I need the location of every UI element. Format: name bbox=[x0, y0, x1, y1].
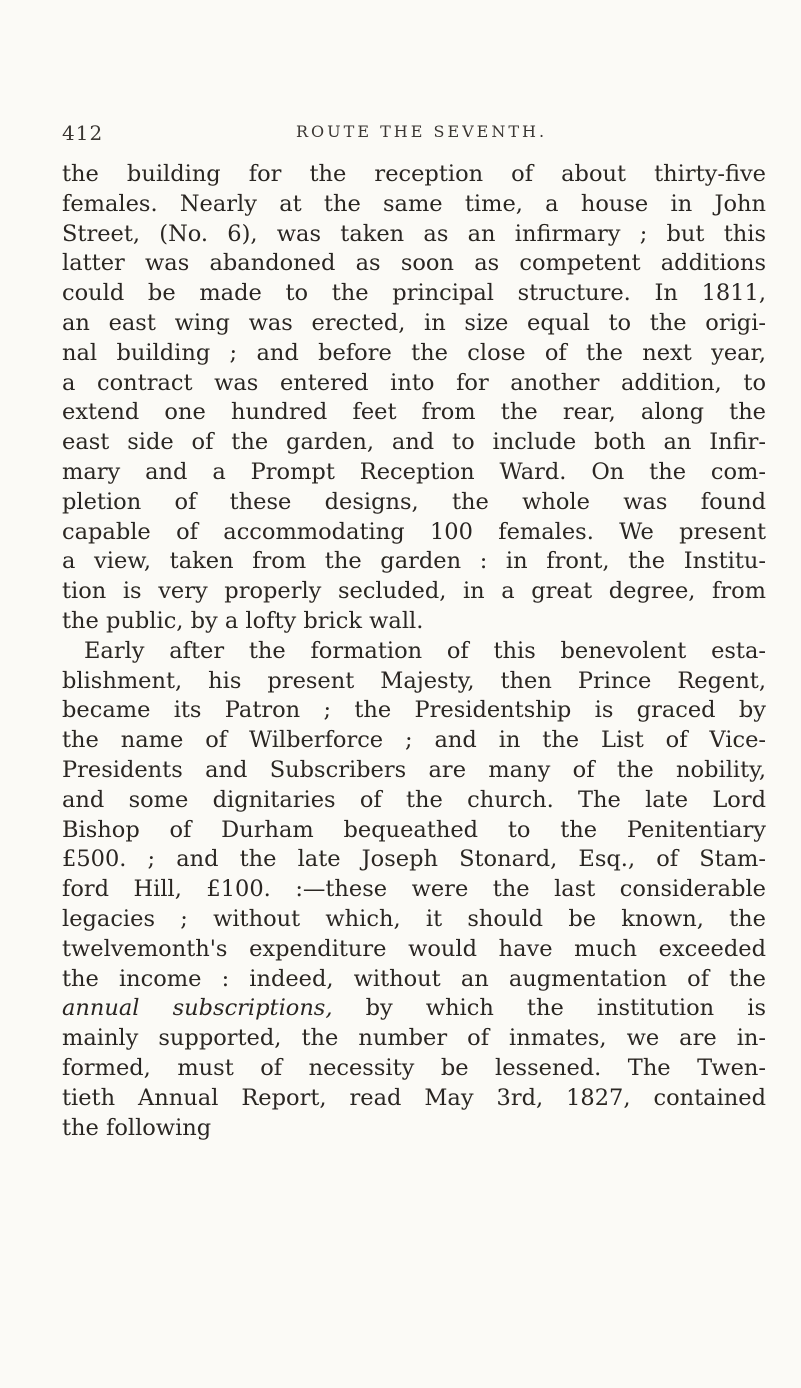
text-line: an east wing was erected, in size equal to the origi- bbox=[62, 309, 766, 336]
text-line: the income : indeed, without an augmentation of the bbox=[62, 965, 766, 992]
running-title: ROUTE THE SEVENTH. bbox=[296, 122, 548, 141]
text-line: tieth Annual Report, read May 3rd, 1827, contained bbox=[62, 1084, 766, 1111]
text-line: became its Patron ; the Presidentship is graced by bbox=[62, 697, 766, 724]
text-line: nal building ; and before the close of the next year, bbox=[62, 339, 766, 366]
text-line: the name of Wilberforce ; and in the List of Vice- bbox=[62, 727, 766, 754]
text-line: latter was abandoned as soon as competent additions bbox=[62, 250, 766, 277]
running-head bbox=[62, 121, 752, 151]
page-number: 412 bbox=[62, 121, 104, 145]
text-line: mainly supported, the number of inmates, we are in- bbox=[62, 1025, 766, 1052]
text-line: a contract was entered into for another addition, to bbox=[62, 369, 766, 396]
text-line: east side of the garden, and to include both an Infir- bbox=[62, 429, 766, 456]
text-line: ford Hill, £100. :—these were the last considerable bbox=[62, 876, 766, 903]
text-line-mixed bbox=[62, 994, 766, 1024]
text-line: Bishop of Durham bequeathed to the Penitentiary bbox=[62, 816, 766, 843]
text-line: twelvemonth's expenditure would have much exceeded bbox=[62, 935, 766, 962]
text-line: legacies ; without which, it should be known, the bbox=[62, 905, 766, 932]
text-line: a view, taken from the garden : in front, the Institu- bbox=[62, 548, 766, 575]
text-line: extend one hundred feet from the rear, along the bbox=[62, 399, 766, 426]
italic-phrase: annual subscriptions, bbox=[62, 995, 333, 1022]
text-line: and some dignitaries of the church. The late Lord bbox=[62, 786, 766, 813]
text-line: the public, by a lofty brick wall. bbox=[62, 607, 424, 634]
text-line: Presidents and Subscribers are many of the nobility, bbox=[62, 756, 766, 783]
body-text bbox=[62, 160, 766, 1143]
text-line: tion is very properly secluded, in a great degree, from bbox=[62, 578, 766, 605]
text-line: could be made to the principal structure. In 1811, bbox=[62, 280, 766, 307]
text-line: females. Nearly at the same time, a house in John bbox=[62, 190, 766, 217]
text-line: Early after the formation of this benevolent esta- bbox=[84, 637, 766, 664]
text-line: pletion of these designs, the whole was found bbox=[62, 488, 766, 515]
text-line: capable of accommodating 100 females. We present bbox=[62, 518, 766, 545]
text-line: formed, must of necessity be lessened. The Twen- bbox=[62, 1054, 766, 1081]
text-line: blishment, his present Majesty, then Prince Regent, bbox=[62, 667, 766, 694]
text-line: the following bbox=[62, 1114, 212, 1141]
text-line: the building for the reception of about thirty-five bbox=[62, 161, 766, 187]
text-fragment: by which the institution is bbox=[332, 995, 766, 1022]
text-line: Street, (No. 6), was taken as an infirmary ; but this bbox=[62, 220, 766, 247]
text-line: mary and a Prompt Reception Ward. On the com- bbox=[62, 458, 766, 485]
text-line: £500. ; and the late Joseph Stonard, Esq., of Stam- bbox=[62, 846, 766, 873]
